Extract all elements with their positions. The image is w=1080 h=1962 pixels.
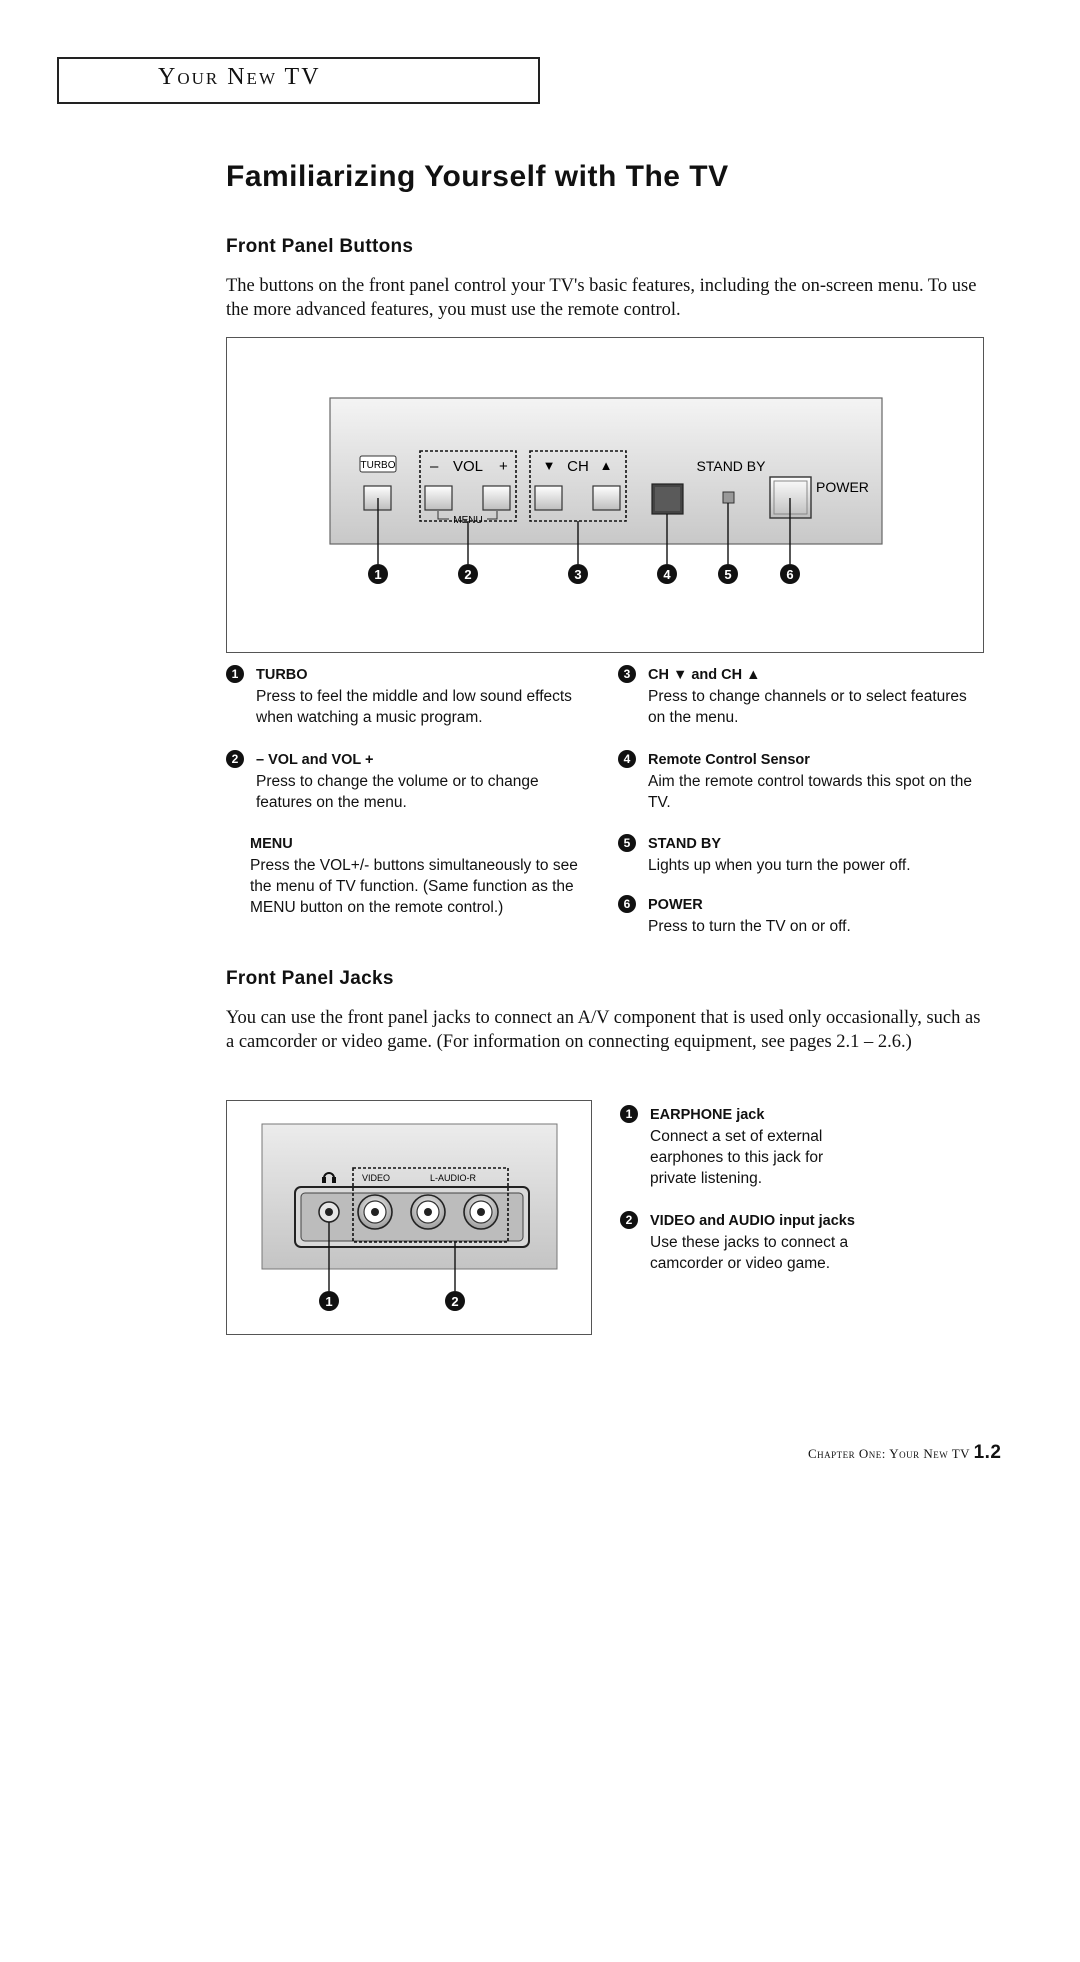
item-number: 3 (618, 665, 636, 683)
page-number: 1.2 (973, 1442, 1002, 1463)
item-desc: Press to change channels or to select features on the menu. (648, 688, 967, 726)
vol-plus-label: + (499, 458, 508, 475)
item-number: 2 (226, 750, 244, 768)
page-footer (808, 1442, 1002, 1464)
ch-up-label: ▲ (599, 458, 613, 473)
callout-6: 6 (786, 567, 794, 582)
remote-sensor-window (655, 487, 680, 511)
item-title: EARPHONE jack (650, 1107, 765, 1123)
item-menu (250, 833, 596, 918)
item-number: 1 (620, 1105, 638, 1123)
intro-buttons: The buttons on the front panel control your TV's basic features, including the on-screen menu. To use the more advanced features, you must use the remote control. (226, 276, 977, 320)
item-desc: Connect a set of external earphones to this jack for private listening. (650, 1128, 824, 1187)
video-label: VIDEO (362, 1173, 391, 1183)
item-title: CH ▼ and CH ▲ (648, 667, 761, 683)
item-number: 5 (618, 834, 636, 852)
footer-chapter: Chapter One: Your New TV (808, 1446, 970, 1461)
standby-led (723, 492, 734, 503)
item-title: Remote Control Sensor (648, 752, 810, 768)
item-number: 2 (620, 1211, 638, 1229)
item-earphone-jack (625, 1104, 870, 1189)
item-title: – VOL and VOL + (256, 752, 374, 768)
item-power (623, 894, 988, 937)
turbo-label: TURBO (360, 460, 396, 471)
item-title: VIDEO and AUDIO input jacks (650, 1213, 855, 1229)
item-title: MENU (250, 836, 293, 852)
item-desc: Use these jacks to connect a camcorder or video game. (650, 1234, 849, 1272)
item-number: 1 (226, 665, 244, 683)
front-panel-buttons-figure (226, 337, 984, 653)
vol-label: VOL (452, 458, 484, 475)
front-panel-diagram (227, 338, 983, 652)
section-heading-buttons: Front Panel Buttons (226, 236, 414, 257)
item-desc: Press the VOL+/- buttons simultaneously to see the menu of TV function. (Same function as the MENU button on the remote control.) (250, 857, 578, 916)
jacks-diagram (227, 1101, 591, 1334)
running-header: Your New TV (158, 64, 321, 90)
audio-left-jack (411, 1195, 445, 1229)
jack-callout-2: 2 (451, 1294, 459, 1309)
item-vol (231, 749, 596, 813)
item-title: STAND BY (648, 836, 722, 852)
menu-label: MENU (453, 515, 483, 526)
item-number: 4 (618, 750, 636, 768)
page-title: Familiarizing Yourself with The TV (226, 160, 729, 193)
callout-4: 4 (663, 567, 671, 582)
item-desc: Lights up when you turn the power off. (648, 857, 911, 874)
ch-label: CH (567, 458, 589, 475)
item-desc: Aim the remote control towards this spot on the TV. (648, 773, 972, 811)
item-title: TURBO (256, 667, 308, 683)
callout-3: 3 (574, 567, 582, 582)
callout-2: 2 (464, 567, 472, 582)
vol-down-button (425, 486, 452, 510)
ch-down-button (535, 486, 562, 510)
item-turbo (231, 664, 596, 728)
callout-5: 5 (724, 567, 732, 582)
item-standby (623, 833, 988, 876)
item-remote-sensor (623, 749, 988, 813)
item-desc: Press to change the volume or to change features on the menu. (256, 773, 539, 811)
item-desc: Press to feel the middle and low sound effects when watching a music program. (256, 688, 572, 726)
jack-callout-1: 1 (325, 1294, 333, 1309)
standby-label: STAND BY (696, 458, 766, 474)
ch-down-label: ▼ (542, 458, 556, 473)
item-channel (623, 664, 988, 728)
power-label: POWER (816, 479, 869, 495)
vol-minus-label: – (430, 458, 439, 475)
audio-label: L-AUDIO-R (430, 1173, 477, 1183)
ch-up-button (593, 486, 620, 510)
front-panel-jacks-figure (226, 1100, 592, 1335)
intro-jacks: You can use the front panel jacks to connect an A/V component that is used only occasionally, such as a camcorder or video game. (For information on connecting equipment, see pages 2.1 – 2.6.) (226, 1008, 981, 1052)
video-jack (358, 1195, 392, 1229)
section-heading-jacks: Front Panel Jacks (226, 968, 394, 989)
vol-up-button (483, 486, 510, 510)
audio-right-jack (464, 1195, 498, 1229)
item-av-jacks (625, 1210, 870, 1274)
item-number: 6 (618, 895, 636, 913)
callout-1: 1 (374, 567, 382, 582)
item-title: POWER (648, 897, 703, 913)
item-desc: Press to turn the TV on or off. (648, 918, 851, 935)
